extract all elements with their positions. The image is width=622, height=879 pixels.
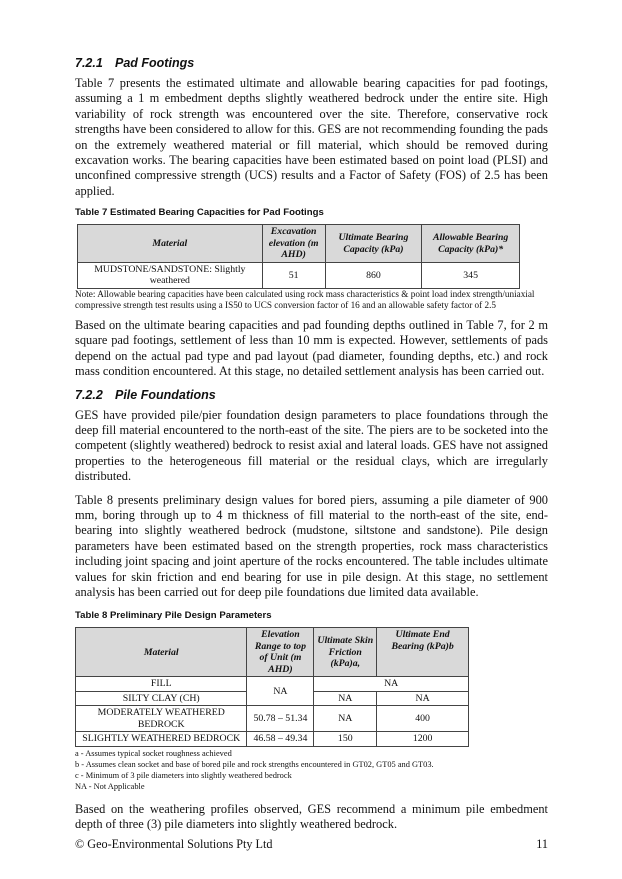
table-header-cell: Material: [78, 225, 263, 263]
page-footer: [75, 837, 548, 852]
section-heading-pile-foundations: [75, 388, 548, 402]
table-cell: 46.58 – 49.34: [247, 732, 314, 747]
table-header-cell: Ultimate Skin Friction (kPa)a,: [314, 628, 377, 677]
table-cell: 150: [314, 732, 377, 747]
table-cell: SLIGHTLY WEATHERED BEDROCK: [76, 732, 247, 747]
table-header-cell: Ultimate End Bearing (kPa)b: [377, 628, 469, 677]
table8-caption: Table 8 Preliminary Pile Design Parameters: [75, 610, 272, 622]
table-cell: 345: [422, 262, 520, 288]
pile-foundations-paragraph-2: Table 8 presents preliminary design values for bored piers, assuming a pile diameter of 900 mm, boring through up to 4 m thickness of fill material to the north-east of the site, end-bearing into slightly weathered bedrock (mudstone, siltstone and sandstone). Pile design parameters have been estimated based on the strength properties, rock mass characteristics including joint spacing and joint aperture of the rocks encountered. The table includes ultimate values for skin friction and end bearing for use in pile design. At this stage, no settlement analysis has been carried out for deep pile foundations due limited data available.: [75, 492, 548, 600]
table-row: [76, 706, 469, 732]
footnote: b - Assumes clean socket and base of bored pile and rock strengths encountered in GT02, GT05 and GT03.: [75, 759, 434, 769]
table-header-cell: Excavation elevation (m AHD): [262, 225, 325, 263]
pad-footings-paragraph: Table 7 presents the estimated ultimate and allowable bearing capacities for pad footings, assuming a 1 m embedment depths slightly weathered bedrock under the entire site. High variability of rock strength was encountered over the site. Therefore, conservative rock strengths have been considered to allow for this. GES are not recommending founding the pads on the extremely weathered material or fill material, which should be removed during excavation works. The bearing capacities have been estimated based on point load (PLSI) and unconfined compressive strength (UCS) results and a Factor of Safety (FOS) of 2.5 has been applied.: [75, 76, 548, 198]
embedment-paragraph: Based on the weathering profiles observed, GES recommend a minimum pile embedment depth of three (3) pile diameters into slightly weathered bedrock.: [75, 801, 548, 832]
table-cell: 50.78 – 51.34: [247, 706, 314, 732]
document-page: [75, 56, 548, 841]
table-header-cell: Ultimate Bearing Capacity (kPa): [325, 225, 422, 263]
table-cell: NA: [377, 691, 469, 706]
footer-company: © Geo-Environmental Solutions Pty Ltd: [75, 837, 273, 851]
table-cell: FILL: [76, 677, 247, 692]
table-cell: 400: [377, 706, 469, 732]
table7-caption: Table 7 Estimated Bearing Capacities for Pad Footings: [75, 207, 324, 219]
table-row: [78, 262, 520, 288]
table8: [75, 627, 469, 747]
footnote: a - Assumes typical socket roughness achieved: [75, 748, 232, 758]
settlement-paragraph: Based on the ultimate bearing capacities and pad founding depths outlined in Table 7, for 2 m square pad footings, settlement of less than 10 mm is expected. However, settlements of pads depend on the actual pad type and pad layout (pad diameter, founding depths, etc.) and rock mass condition encountered. At this stage, no detailed settlement analysis has been carried out.: [75, 317, 548, 379]
table-cell: NA: [314, 706, 377, 732]
table-header-cell: Elevation Range to top of Unit (m AHD): [247, 628, 314, 677]
table-cell: NA: [247, 677, 314, 706]
table8-footnotes: [75, 748, 548, 792]
table-cell: MUDSTONE/SANDSTONE: Slightly weathered: [78, 262, 263, 288]
footnote: NA - Not Applicable: [75, 781, 145, 791]
section-number: 7.2.1: [75, 56, 103, 70]
table-cell: 1200: [377, 732, 469, 747]
pile-foundations-paragraph-1: GES have provided pile/pier foundation design parameters to place foundations through the deep fill material encountered to the north-east of the site. The piers are to be socketed into the competent (slightly weathered) bedrock to resist axial and lateral loads. GES have not assigned properties to the heterogeneous fill material or the residual clays, which are irregularly distributed.: [75, 407, 548, 484]
footnote: c - Minimum of 3 pile diameters into slightly weathered bedrock: [75, 770, 292, 780]
table-cell: 51: [262, 262, 325, 288]
table-cell: NA: [314, 677, 469, 692]
page-number: 11: [536, 837, 548, 851]
table7: [77, 224, 520, 289]
table-header-row: [78, 225, 520, 263]
section-title: Pile Foundations: [115, 387, 216, 402]
section-heading-pad-footings: [75, 56, 548, 70]
section-number: 7.2.2: [75, 387, 103, 402]
table-cell: 860: [325, 262, 422, 288]
table-cell: SILTY CLAY (CH): [76, 691, 247, 706]
table7-note: Note: Allowable bearing capacities have been calculated using rock mass characteristics & point load index strength/uniaxial compressive strength test results using a IS50 to UCS conversion factor of 16 and an allowable safety factor of 2.5: [75, 288, 535, 311]
table-cell: MODERATELY WEATHERED BEDROCK: [76, 706, 247, 732]
table-cell: NA: [314, 691, 377, 706]
table-header-cell: Allowable Bearing Capacity (kPa)*: [422, 225, 520, 263]
section-title: Pad Footings: [115, 56, 195, 70]
table-header-cell: Material: [76, 628, 247, 677]
table-header-row: [76, 628, 469, 677]
table-row: [76, 732, 469, 747]
table-row: [76, 677, 469, 692]
